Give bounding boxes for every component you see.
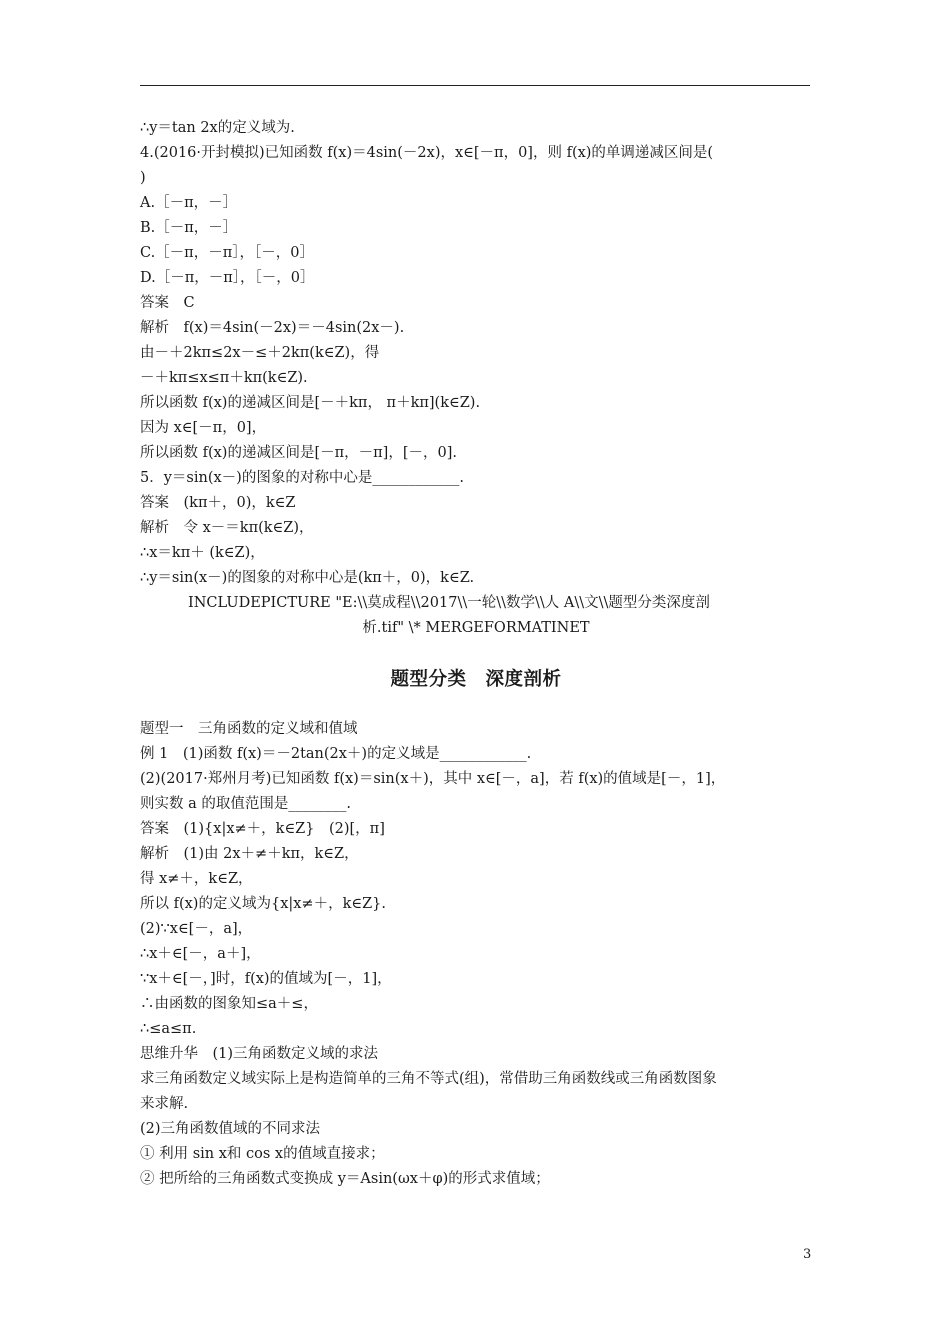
summary-title: 思维升华 (1)三角函数定义域的求法 xyxy=(140,1046,379,1062)
header-rule xyxy=(140,85,810,86)
section-heading: 题型分类 深度剖析 xyxy=(390,669,562,690)
option-d: D.［－π，－π］，［－，0］ xyxy=(140,270,315,286)
answer-line: 答案 C xyxy=(140,295,195,311)
text-line: ∴由函数的图象知≤a＋≤， xyxy=(140,996,318,1012)
field-code-line-2: 析.tif" \* MERGEFORMATINET xyxy=(362,620,590,636)
text-line: 所以函数 f(x)的递减区间是[－π，－π]，[－，0]. xyxy=(140,445,457,461)
text-line: 所以 f(x)的定义域为{x|x≠＋，k∈Z}. xyxy=(140,896,387,912)
text-line: ∴x＋∈[－，a＋]， xyxy=(140,946,261,962)
text-line: ∴x＝kπ＋ (k∈Z)， xyxy=(140,545,265,561)
text-line: －＋kπ≤x≤π＋kπ(k∈Z). xyxy=(140,370,308,386)
text-line: ② 把所给的三角函数式变换成 y＝Asin(ωx＋φ)的形式求值域； xyxy=(140,1171,550,1187)
page-body xyxy=(140,116,812,1192)
text-line: 因为 x∈[－π，0]， xyxy=(140,420,267,436)
question-5: 5．y＝sin(x－)的图象的对称中心是____________. xyxy=(140,470,464,486)
answer-line: 答案 (kπ＋，0)，k∈Z xyxy=(140,495,296,511)
option-b: B.［－π，－］ xyxy=(140,220,238,236)
text-line: (2)∵x∈[－，a]， xyxy=(140,921,253,937)
page-number: 3 xyxy=(803,1247,812,1262)
text-line: ① 利用 sin x和 cos x的值域直接求； xyxy=(140,1146,385,1162)
topic-title: 题型一 三角函数的定义域和值域 xyxy=(140,721,358,737)
text-line: ∴≤a≤π. xyxy=(140,1021,197,1037)
text-line: (2)(2017·郑州月考)已知函数 f(x)＝sin(x＋)，其中 x∈[－，a]，若 f(x)的值域是[－，1]， xyxy=(140,771,726,787)
option-a: A.［－π，－］ xyxy=(140,195,238,211)
text-line: 得 x≠＋，k∈Z， xyxy=(140,871,253,887)
text-line: ) xyxy=(140,170,146,186)
analysis-line: 解析 (1)由 2x＋≠＋kπ，k∈Z， xyxy=(140,846,359,862)
analysis-line: 解析 f(x)＝4sin(－2x)＝－4sin(2x－). xyxy=(140,320,405,336)
text-line: ∴y＝sin(x－)的图象的对称中心是(kπ＋，0)，k∈Z. xyxy=(140,570,475,586)
option-c: C.［－π，－π］，［－，0］ xyxy=(140,245,314,261)
text-line: ∴y＝tan 2x的定义域为. xyxy=(140,120,295,136)
answer-line: 答案 (1){x|x≠＋，k∈Z} (2)[，π] xyxy=(140,821,385,837)
analysis-line: 解析 令 x－＝kπ(k∈Z)， xyxy=(140,520,314,536)
example-1: 例 1 (1)函数 f(x)＝－2tan(2x＋)的定义域是____________. xyxy=(140,746,532,762)
text-line: 所以函数 f(x)的递减区间是[－＋kπ， π＋kπ](k∈Z). xyxy=(140,395,481,411)
text-line: 由－＋2kπ≤2x－≤＋2kπ(k∈Z)，得 xyxy=(140,345,380,361)
spacer xyxy=(140,641,812,649)
text-line: 4.(2016·开封模拟)已知函数 f(x)＝4sin(－2x)，x∈[－π，0]，则 f(x)的单调递减区间是( xyxy=(140,145,714,161)
field-code-line-1: INCLUDEPICTURE "E:\\莫成程\\2017\\一轮\\数学\\人 A\\文\\题型分类深度剖 xyxy=(188,595,710,611)
text-line: 则实数 a 的取值范围是________. xyxy=(140,796,351,812)
text-line: 来求解. xyxy=(140,1096,189,1112)
text-line: ∵x＋∈[－，]时，f(x)的值域为[－，1]， xyxy=(140,971,392,987)
text-line: (2)三角函数值域的不同求法 xyxy=(140,1121,321,1137)
text-line: 求三角函数定义域实际上是构造简单的三角不等式(组)，常借助三角函数线或三角函数图象 xyxy=(140,1071,717,1087)
